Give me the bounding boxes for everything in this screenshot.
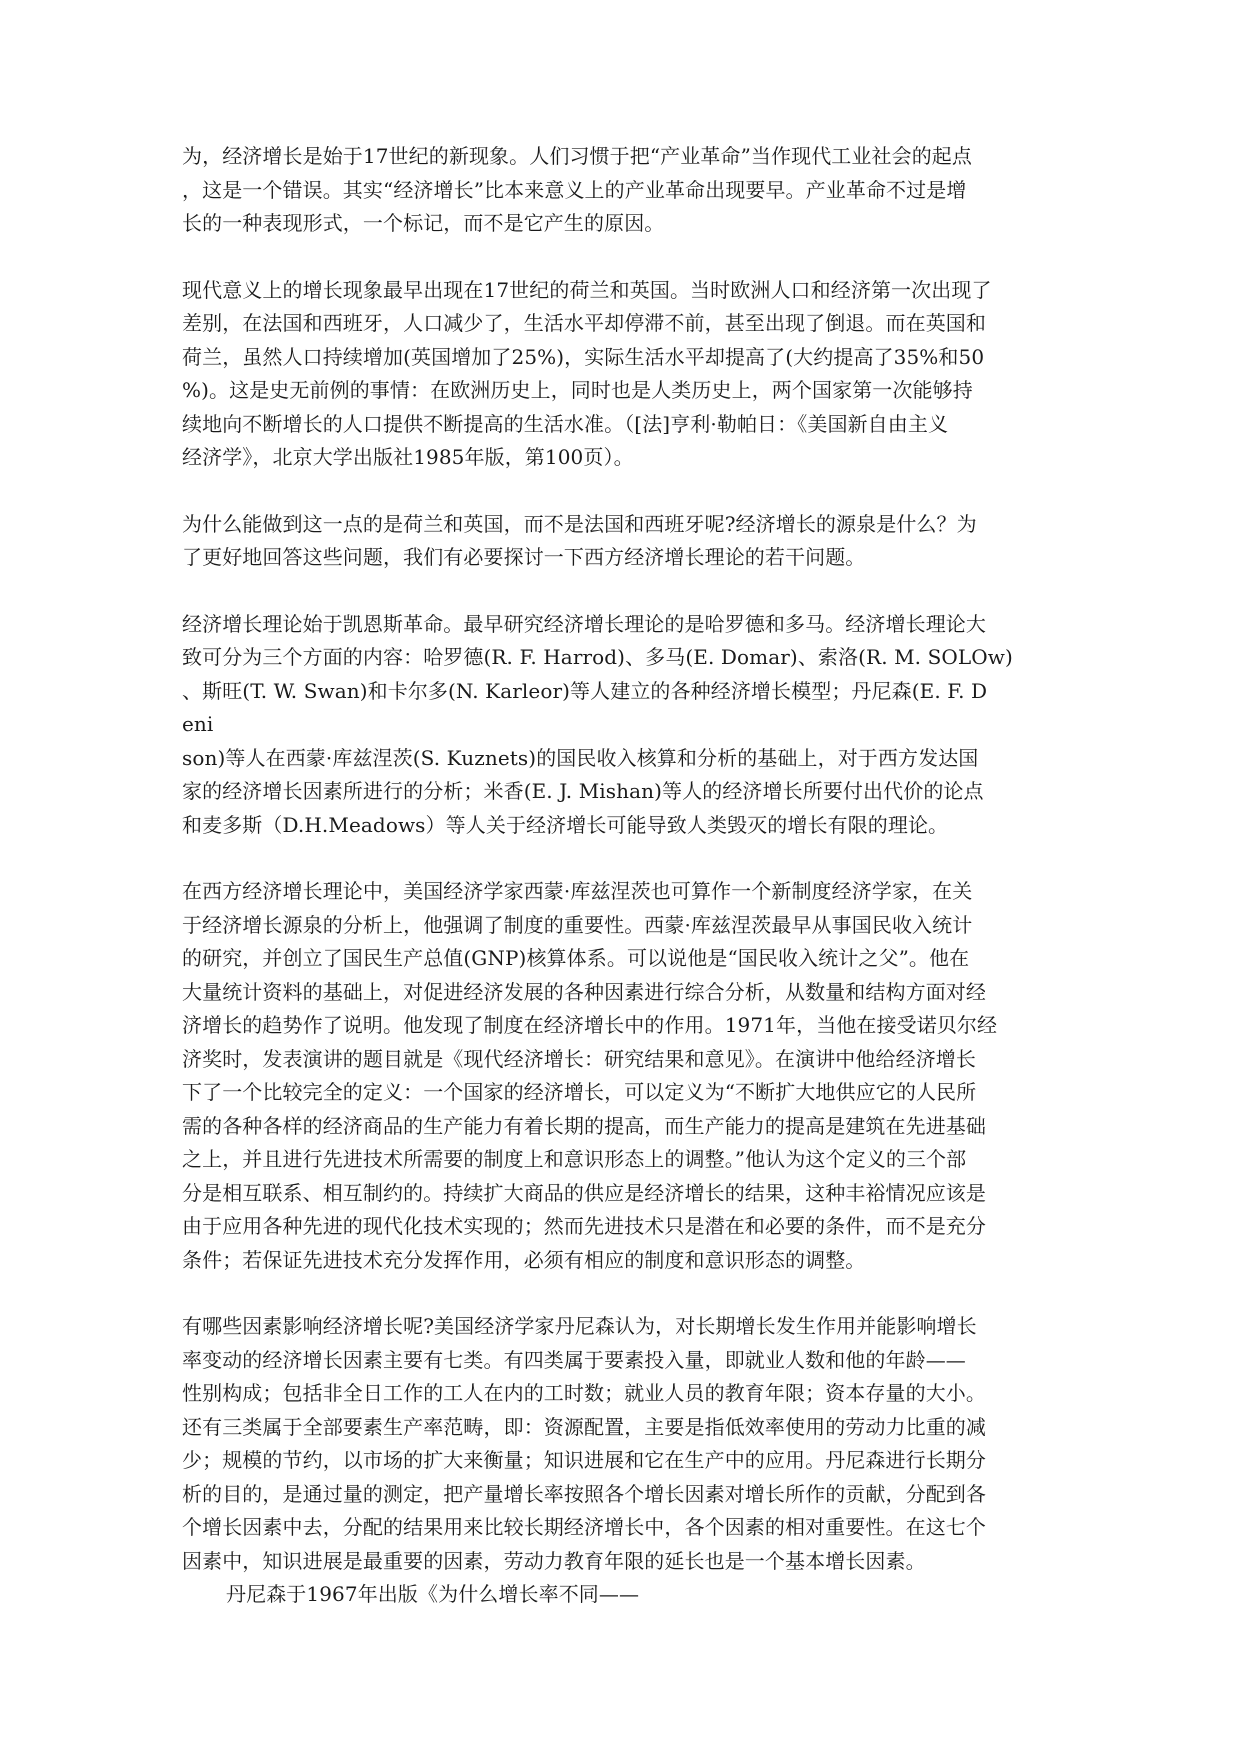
paragraph-7 <box>182 1578 1062 1612</box>
text-line: 为什么能做到这一点的是荷兰和英国，而不是法国和西班牙呢?经济增长的源泉是什么？为 <box>182 511 977 536</box>
text-line: 续地向不断增长的人口提供不断提高的生活水准。（[法]亨利·勒帕日：《美国新自由主义 <box>182 411 949 436</box>
text-line: 济奖时，发表演讲的题目就是《现代经济增长：研究结果和意见》。在演讲中他给经济增长 <box>182 1046 976 1071</box>
paragraph-6 <box>182 1310 1062 1578</box>
text-line: 还有三类属于全部要素生产率范畴，即：资源配置，主要是指低效率使用的劳动力比重的减 <box>182 1414 986 1439</box>
text-line: 的研究，并创立了国民生产总值(GNP)核算体系。可以说他是“国民收入统计之父”。他在 <box>182 946 970 970</box>
text-line: 经济增长理论始于凯恩斯革命。最早研究经济增长理论的是哈罗德和多马。经济增长理论大 <box>182 611 986 636</box>
text-line: 率变动的经济增长因素主要有七类。有四类属于要素投入量，即就业人数和他的年龄—— <box>182 1347 966 1372</box>
text-line: 于经济增长源泉的分析上，他强调了制度的重要性。西蒙·库兹涅茨最早从事国民收入统计 <box>182 912 973 937</box>
paragraph-gap <box>182 475 1062 508</box>
text-line: 条件；若保证先进技术充分发挥作用，必须有相应的制度和意识形态的调整。 <box>182 1247 866 1272</box>
text-line: 需的各种各样的经济商品的生产能力有着长期的提高，而生产能力的提高是建筑在先进基础 <box>182 1113 986 1138</box>
text-line: ，这是一个错误。其实“经济增长”比本来意义上的产业革命出现要早。产业革命不过是增 <box>182 177 967 202</box>
paragraph-1 <box>182 140 1062 241</box>
text-line: 下了一个比较完全的定义：一个国家的经济增长，可以定义为“不断扩大地供应它的人民所 <box>182 1080 977 1104</box>
text-line: 大量统计资料的基础上，对促进经济发展的各种因素进行综合分析，从数量和结构方面对经 <box>182 979 986 1004</box>
text-line: 丹尼森于1967年出版《为什么增长率不同—— <box>226 1582 640 1606</box>
text-line: 家的经济增长因素所进行的分析；米香(E. J. Mishan)等人的经济增长所要付出代价的论点 <box>182 779 984 803</box>
text-line: 由于应用各种先进的现代化技术实现的；然而先进技术只是潜在和必要的条件，而不是充分 <box>182 1214 986 1238</box>
paragraph-3 <box>182 508 1062 575</box>
text-line: 荷兰，虽然人口持续增加(英国增加了25%)，实际生活水平却提高了(大约提高了35%和50 <box>182 344 985 369</box>
text-line: 因素中，知识进展是最重要的因素，劳动力教育年限的延长也是一个基本增长因素。 <box>182 1548 926 1573</box>
text-line: 、斯旺(T. W. Swan)和卡尔多(N. Karleor)等人建立的各种经济增长模型；丹尼森(E. F. D <box>182 678 988 703</box>
text-line: 有哪些因素影响经济增长呢?美国经济学家丹尼森认为，对长期增长发生作用并能影响增长 <box>182 1314 977 1338</box>
text-line: 析的目的，是通过量的测定，把产量增长率按照各个增长因素对增长所作的贡献，分配到各 <box>182 1481 986 1506</box>
text-line: 长的一种表现形式，一个标记，而不是它产生的原因。 <box>182 211 665 235</box>
document-body <box>182 140 1062 1612</box>
text-line: 个增长因素中去，分配的结果用来比较长期经济增长中，各个因素的相对重要性。在这七个 <box>182 1515 986 1539</box>
text-line: 了更好地回答这些问题，我们有必要探讨一下西方经济增长理论的若干问题。 <box>182 545 866 569</box>
text-line: eni <box>182 712 214 736</box>
text-line: 性别构成；包括非全日工作的工人在内的工时数；就业人员的教育年限；资本存量的大小。 <box>182 1381 986 1405</box>
paragraph-gap <box>182 842 1062 875</box>
text-line: 经济学》，北京大学出版社1985年版，第100页）。 <box>182 445 634 469</box>
paragraph-gap <box>182 575 1062 608</box>
text-line: 现代意义上的增长现象最早出现在17世纪的荷兰和英国。当时欧洲人口和经济第一次出现了 <box>182 277 992 302</box>
text-line: 差别，在法国和西班牙，人口减少了，生活水平却停滞不前，甚至出现了倒退。而在英国和 <box>182 311 986 335</box>
text-line: 分是相互联系、相互制约的。持续扩大商品的供应是经济增长的结果，这种丰裕情况应该是 <box>182 1180 986 1205</box>
text-line: 在西方经济增长理论中，美国经济学家西蒙·库兹涅茨也可算作一个新制度经济学家，在关 <box>182 879 973 903</box>
text-line: 和麦多斯（D.H.Meadows）等人关于经济增长可能导致人类毁灭的增长有限的理论。 <box>182 812 949 837</box>
text-line: 致可分为三个方面的内容：哈罗德(R. F. Harrod)、多马(E. Domar)、索洛(R. M. SOLOw) <box>182 645 1013 669</box>
text-line: 为，经济增长是始于17世纪的新现象。人们习惯于把“产业革命”当作现代工业社会的起点 <box>182 144 972 168</box>
text-line: 济增长的趋势作了说明。他发现了制度在经济增长中的作用。1971年，当他在接受诺贝尔经 <box>182 1013 998 1037</box>
text-line: %)。这是史无前例的事情：在欧洲历史上，同时也是人类历史上，两个国家第一次能够持 <box>182 378 973 402</box>
text-line: 少；规模的节约，以市场的扩大来衡量；知识进展和它在生产中的应用。丹尼森进行长期分 <box>182 1448 986 1472</box>
text-line: 之上，并且进行先进技术所需要的制度上和意识形态上的调整。”他认为这个定义的三个部 <box>182 1147 967 1171</box>
paragraph-gap <box>182 1277 1062 1310</box>
paragraph-5 <box>182 875 1062 1277</box>
paragraph-4 <box>182 608 1062 843</box>
text-line: son)等人在西蒙·库兹涅茨(S. Kuznets)的国民收入核算和分析的基础上，对于西方发达国 <box>182 745 979 770</box>
paragraph-gap <box>182 241 1062 274</box>
paragraph-2 <box>182 274 1062 475</box>
